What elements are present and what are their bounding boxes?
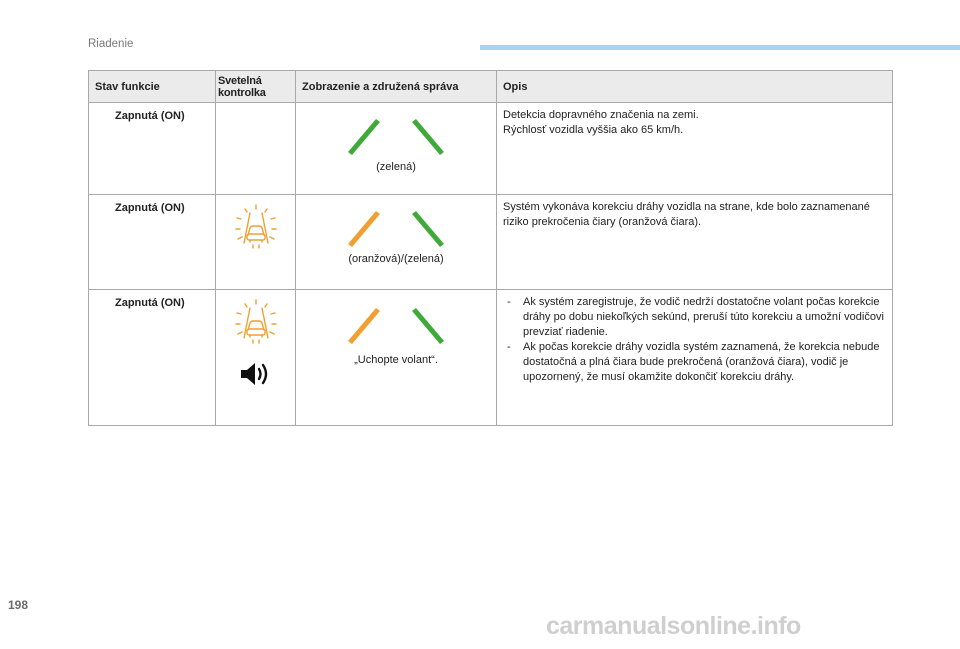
header-light: Svetelná kontrolka [216,71,296,103]
description-line: Systém vykonáva korekciu dráhy vozidla na strane, kde bolo zaznamenané riziko prekročenia čiary (oranžová čiara). [503,201,870,228]
lane-warning-icon [233,298,279,344]
lane-lines-icon [346,117,446,157]
display-caption: (zelená) [376,161,416,173]
row-light-empty [216,103,296,195]
row-display [296,103,497,195]
speaker-icon [239,360,273,388]
description-line: Rýchlosť vozidla vyššia ako 65 km/h. [503,124,684,136]
list-item-text: Ak počas korekcie dráhy vozidla systém zaznamená, že korekcia nebude dostatočná a plná čiara bude prekročená (oranžová čiara), vodič je upozornený, že musí okamžite dokončiť korekciu dráhy. [523,341,880,383]
lane-assist-status-table [88,70,893,426]
list-item-text: Ak systém zaregistruje, že vodič nedrží dostatočne volant počas korekcie dráhy po dobu niekoľkých sekúnd, preruší túto korekciu a umožní vodičovi prevziať riadenie. [523,296,884,338]
row-state: Zapnutá (ON) [89,290,216,426]
page-number: 198 [8,598,29,612]
section-title: Riadenie [88,38,134,50]
display-caption: „Uchopte volant“. [354,354,438,366]
list-item: - Ak počas korekcie dráhy vozidla systém zaznamená, že korekcia nebude dostatočná a plná čiara bude prekročená (oranžová čiara), vodič je upozornený, že musí okamžite dokončiť korekciu dráhy. [507,341,880,383]
row-light [216,195,296,290]
description-list [503,295,886,385]
lane-warning-icon [233,203,279,249]
list-item: - Ak systém zaregistruje, že vodič nedrží dostatočne volant počas korekcie dráhy po dobu niekoľkých sekúnd, preruší túto korekciu a umožní vodičovi prevziať riadenie. [507,296,884,338]
table-row [89,195,893,290]
row-description [497,290,893,426]
display-caption: (oranžová)/(zelená) [348,253,444,265]
lane-lines-icon [346,306,446,346]
lane-lines-icon [346,209,446,249]
description-line: Detekcia dopravného značenia na zemi. [503,109,699,121]
header-state: Stav funkcie [89,71,216,103]
table-row [89,290,893,426]
row-description [497,195,893,290]
row-display [296,290,497,426]
row-light [216,290,296,426]
row-description [497,103,893,195]
header-display: Zobrazenie a združená správa [296,71,497,103]
table-row [89,103,893,195]
watermark: carmanualsonline.info [546,612,801,640]
row-state: Zapnutá (ON) [89,195,216,290]
row-display [296,195,497,290]
header-accent-bar [480,45,960,50]
table-header-row [89,71,893,103]
row-state: Zapnutá (ON) [89,103,216,195]
header-description: Opis [497,71,893,103]
